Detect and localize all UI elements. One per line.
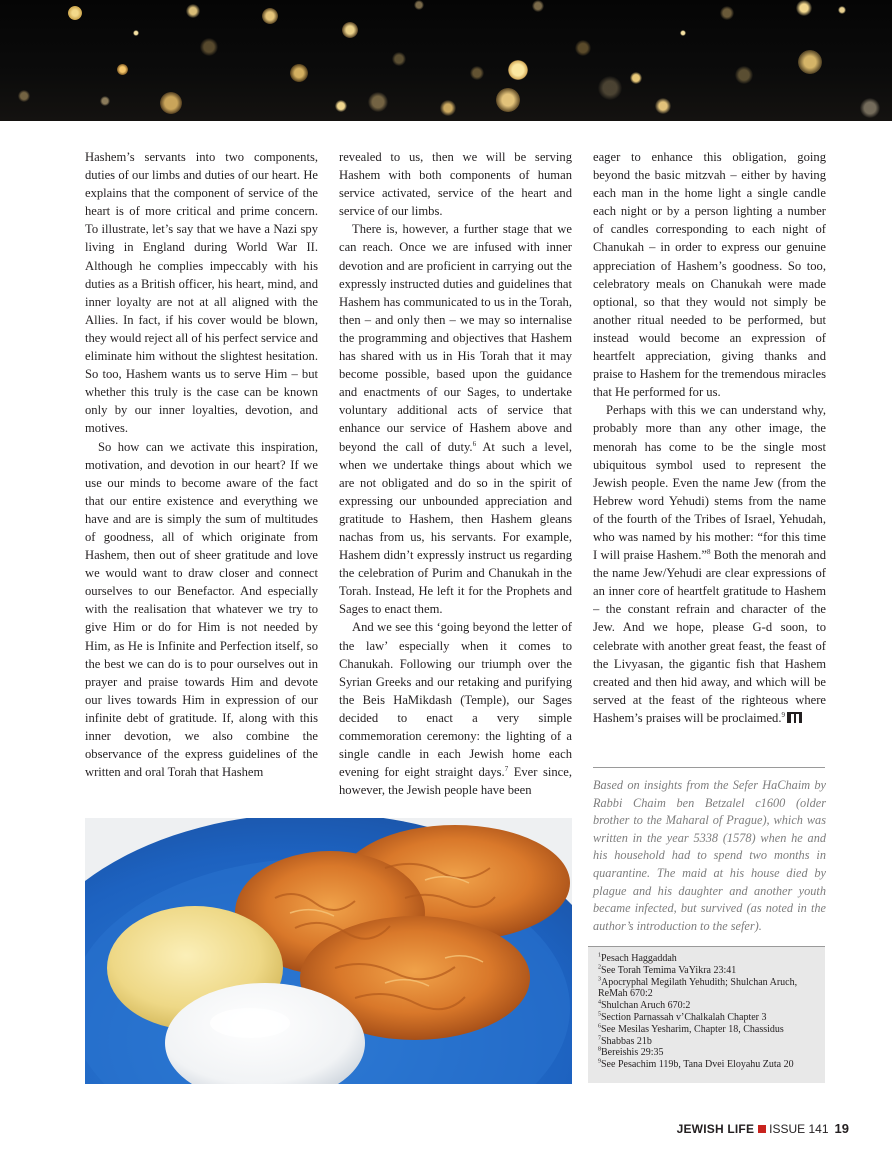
footnote-number: 5 xyxy=(598,1011,601,1018)
page-footer xyxy=(677,1121,849,1136)
article-paragraph: Hashem’s servants into two components, duties of our limbs and duties of our heart. He explains that the component of service of the heart is of more critical and prime concern. To illustrate, let’s say that we have a Nazi spy living in England during World War II. Although he complies impeccably with his duties as a British officer, his heart, mind, and inner loyalty are not at all aligned with the Allies. In fact, if his cover would be blown, they would reject all of his perfect service and eliminate him without the slightest hesitation. So too, Hashem wants us to serve Him – but whether this truly is the case can be known only by our inner loyalties, devotion, and motives. xyxy=(85,150,318,436)
article-paragraph xyxy=(339,618,572,799)
footnote-number: 4 xyxy=(598,999,601,1006)
footnote-item xyxy=(598,1047,825,1059)
article-paragraph: eager to enhance this obligation, going beyond the basic mitzvah – either by having each man in the home light a single candle each night or by a person lighting a number of candles corresponding to each night of Chanukah – in order to express our genuine appreciation of Hashem’s goodness. So too, celebratory meals on Chanukah were made optional, so that they would not simply be another ritual needed to be performed, but instead would become an expression of heartfelt appreciation, giving thanks and praise to Hashem for the tremendous miracles that He performed for us. xyxy=(593,150,826,400)
red-square-icon xyxy=(758,1125,766,1133)
footnote-number: 7 xyxy=(598,1035,601,1042)
paragraph-text: Ever since, however, the Jewish people have been xyxy=(339,765,572,798)
footnote-number: 1 xyxy=(598,952,601,959)
latkes-photo xyxy=(85,818,572,1084)
footnote-number: 8 xyxy=(598,1047,601,1054)
article-column-2 xyxy=(339,148,572,813)
footnote-ref: 7 xyxy=(504,765,509,773)
paragraph-text: At such a level, when we undertake things about which we are not obligated and do so in the spirit of expressing our unbounded appreciation and gratitude to Hashem, then Hashem gleans nachas from us, his servants. For example, Hashem didn’t expressly instruct us regarding the celebration of Purim and Chanukah in the Torah. Instead, He left it for the Prophets and Sages to enact them. xyxy=(339,439,572,617)
footnote-item xyxy=(598,1059,825,1071)
header-banner-image xyxy=(0,0,892,121)
footnote-text: Pesach Haggaddah xyxy=(601,953,677,964)
article-column-3 xyxy=(593,148,826,763)
end-of-article-icon xyxy=(787,712,802,723)
footnote-text: Apocryphal Megilath Yehudith; Shulchan Aruch, ReMah 670:2 xyxy=(598,976,798,1000)
footnotes-box xyxy=(588,947,825,1083)
footnote-text: Shulchan Aruch 670:2 xyxy=(601,1000,691,1012)
footnote-item xyxy=(598,1024,825,1036)
article-paragraph xyxy=(593,401,826,727)
caption-divider xyxy=(593,767,825,768)
footnote-text: See Pesachim 119b, Tana Dvei Eloyahu Zuta 20 xyxy=(601,1059,794,1071)
footnote-ref: 8 xyxy=(706,547,711,556)
footnote-item xyxy=(598,1036,825,1048)
magazine-name: JEWISH LIFE xyxy=(676,1122,755,1136)
paragraph-text: And we see this ‘going beyond the letter of the law’ especially when it comes to Chanukah. Following our triumph over the Syrian Greeks and our retaking and purifying the Beis HaMikdash (Temple), our Sages decided to enact a very simple commemoration ceremony: the lighting of a single candle in each Jewish home each evening for eight straight days. xyxy=(339,620,572,780)
footnote-number: 2 xyxy=(598,964,601,971)
article-paragraph xyxy=(339,220,572,618)
footnote-text: Section Parnassah v’Chalkalah Chapter 3 xyxy=(601,1011,767,1023)
footnote-ref: 9 xyxy=(781,710,786,719)
footnote-text: See Torah Temima VaYikra 23:41 xyxy=(601,964,737,976)
footnote-item xyxy=(598,953,825,965)
footnote-number: 9 xyxy=(598,1058,601,1065)
article-column-1 xyxy=(85,148,318,813)
latkes-illustration xyxy=(85,818,572,1084)
source-caption: Based on insights from the Sefer HaChaim by Rabbi Chaim ben Betzalel c1600 (older brother to the Maharal of Prague), which was written in the year 5338 (1578) when he and his household had to spend two months in quarantine. The maid at his house died by plague and his daughter and another youth became infected, but survived (as noted in the author’s introduction to the sefer). xyxy=(593,778,826,933)
footnote-text: See Mesilas Yesharim, Chapter 18, Chassidus xyxy=(601,1023,784,1035)
footnote-number: 6 xyxy=(598,1023,601,1030)
paragraph-text: There is, however, a further stage that we can reach. Once we are infused with inner devotion and are proficient in carrying out the expressly instructed duties and guidelines that Hashem has communicated to us in the Torah, then – and only then – we may so internalise the programming and objectives that Hashem has shared with us in His Torah that it may become possible, based upon the guidance and enactments of our Sages, to undertake voluntary additional acts of service that enhance our service of Hashem above and beyond the call of duty. xyxy=(339,222,572,454)
footnote-ref: 6 xyxy=(472,439,477,448)
paragraph-text: Perhaps with this we can understand why, probably more than any other image, the menorah has come to be the single most ubiquitous symbol used to represent the Jewish people. Even the name Jew (from the Hebrew word Yehudi) stems from the name of the fourth of the Tribes of Israel, Yehudah, who was named by his mother: “for this time I will praise Hashem.” xyxy=(593,403,826,563)
footnote-text: Bereishis 29:35 xyxy=(601,1047,664,1059)
paragraph-text: Both the menorah and the name Jew/Yehudi are clear expressions of an inner core of heartfelt gratitude to Hashem – the constant refrain and character of the Jew. And we hope, please G-d soon, to celebrate with another great feast, the feast of the Livyasan, the gigantic fish that Hashem created and then hid away, and which will be served at the feast of the righteous where Hashem’s praises will be proclaimed. xyxy=(593,548,826,725)
footnote-item xyxy=(598,1012,825,1024)
page-number: 19 xyxy=(834,1121,849,1136)
article-paragraph: So how can we activate this inspiration, motivation, and devotion in our heart? If we use our minds to become aware of the fact that our entire existence and everything we have and are is simply the sum of multitudes of goodness, all of which originate from Hashem, then out of sheer gratitude and love we would want to draw closer and connect ourselves to our Benefactor. And especially with the realisation that whatever we try to give Him or do for Him is not needed by Him, as He is Infinite and Perfection itself, so the best we can do is to pour ourselves out in prayer and praise towards Him and devote our lives towards Him in expression of our infinite debt of gratitude. If, along with this inner devotion, we also combine the observance of the express guidelines of the written and oral Torah that Hashem xyxy=(85,439,318,780)
footnote-item xyxy=(598,1000,825,1012)
issue-number: ISSUE 141 xyxy=(769,1122,829,1136)
article-paragraph: revealed to us, then we will be serving Hashem with both components of human service activated, service of the heart and service of our limbs. xyxy=(339,150,572,219)
footnote-item xyxy=(598,965,825,977)
footnote-number: 3 xyxy=(598,976,601,983)
footnote-item xyxy=(598,977,825,1001)
footnote-text: Shabbas 21b xyxy=(601,1035,652,1047)
